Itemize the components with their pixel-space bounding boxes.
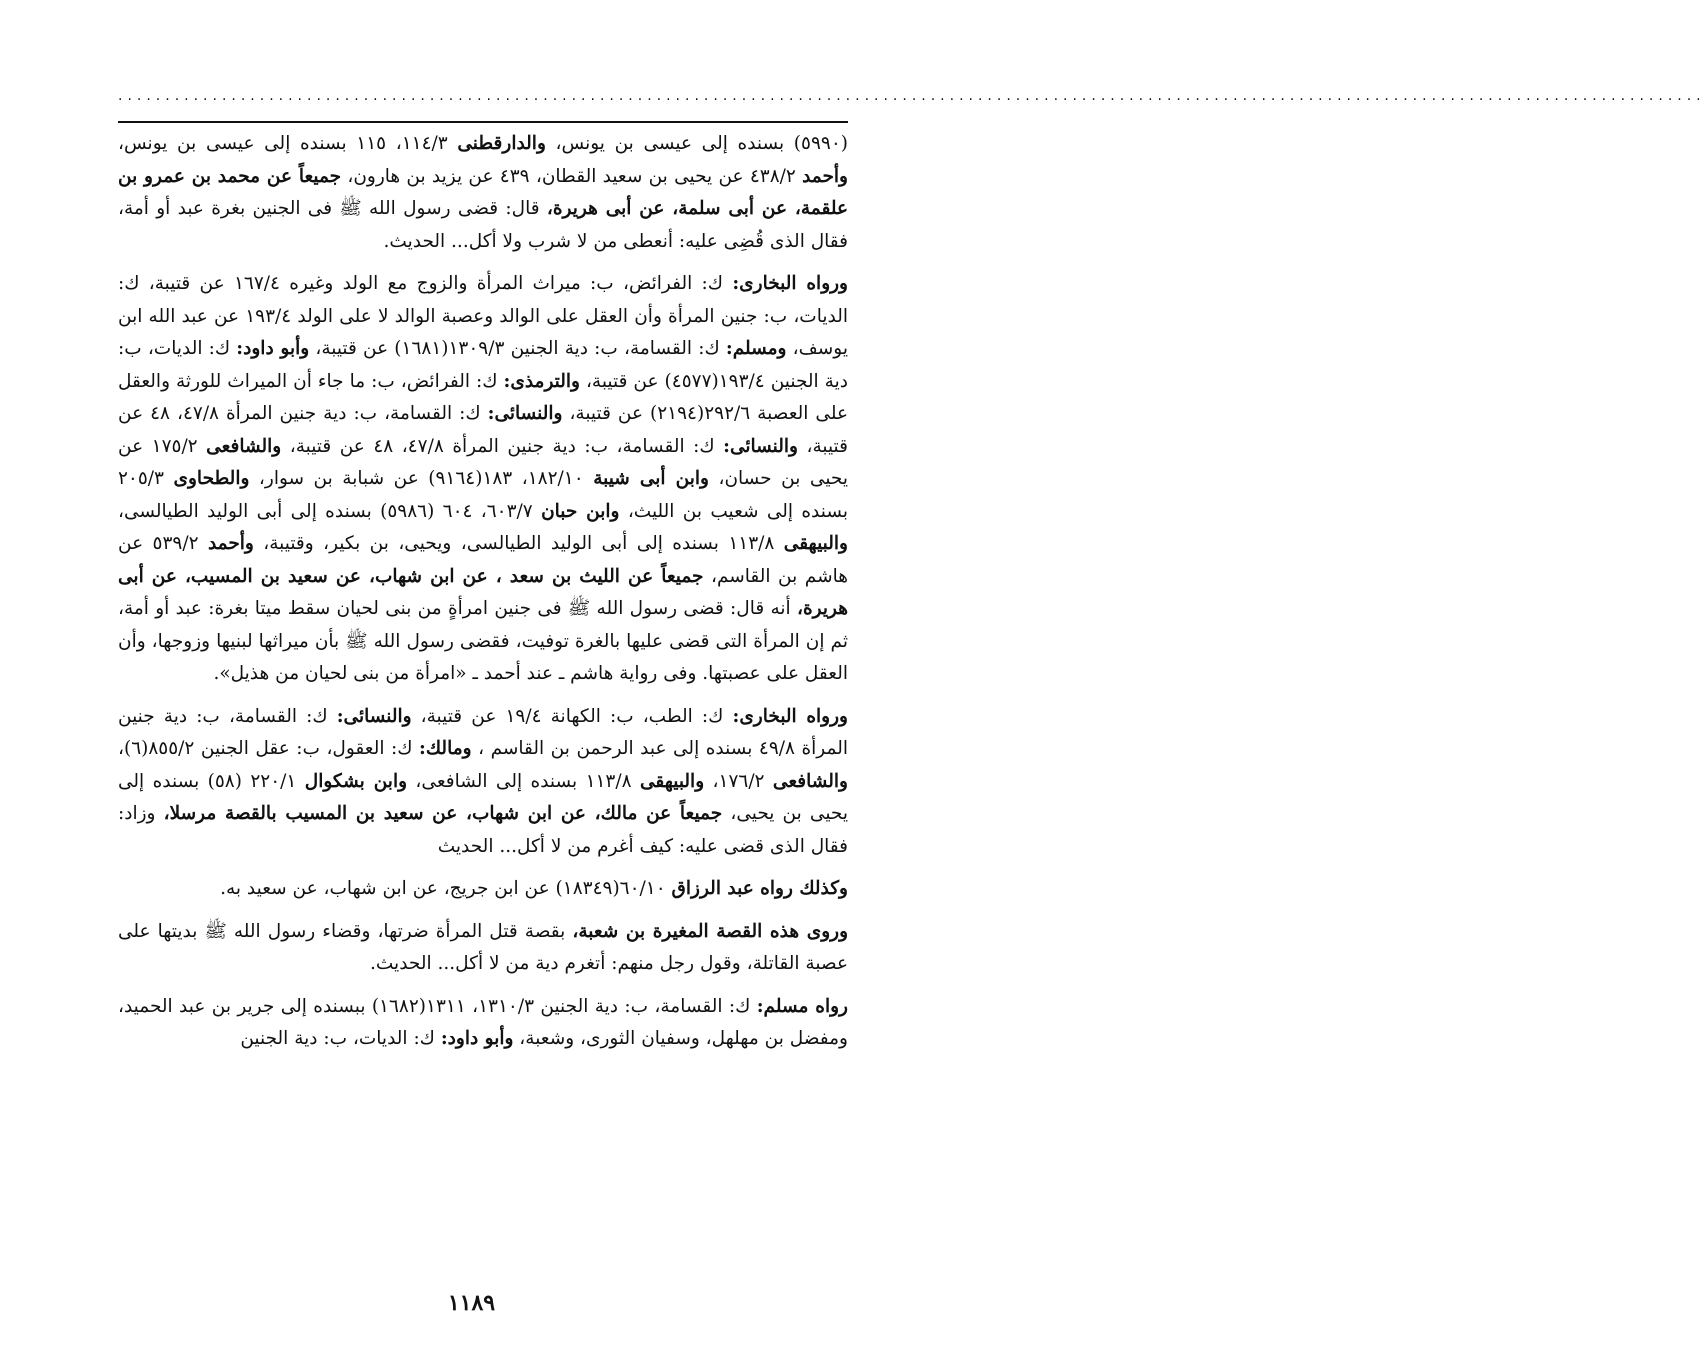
header-rule (118, 121, 848, 123)
bold-text-segment: والنسائى: (336, 705, 412, 727)
text-segment: أنه قال: قضى رسول الله ﷺ فى جنين امرأةٍ من بنى لحيان سقط ميتا بغرة: عبد أو أمة، ثم إن المرأة التى قضى عليها بالغرة توفيت، فقضى رسول الله ﷺ بأن ميراثها لبنيها وزوجها، وأن العقل على عصبتها. وفى رواية هاشم ـ عند أحمد ـ «امرأة من بنى لحيان من هذيل». (118, 598, 848, 684)
bold-text-segment: ومالك: (419, 738, 472, 759)
bold-text-segment: وأحمد (207, 533, 254, 554)
text-segment: ٤٣٨/٢ عن يحيى بن سعيد القطان، ٤٣٩ عن يزيد بن هارون، (341, 165, 803, 187)
text-segment: ك: الفرائض، ب: ما جاء أن الميراث للورثة والعقل على العصبة ٢٩٢/٦(٢١٩٤) عن قتيبة، (118, 370, 848, 424)
paragraph (118, 991, 848, 1056)
paragraph (118, 128, 848, 258)
text-segment: ك: القسامة، ب: دية جنين المرأة ٤٧/٨، ٤٨ عن قتيبة، (281, 435, 724, 457)
text-segment: ١١٣/٨ بسنده إلى أبى الوليد الطيالسى، ويحيى، بن بكير، وقتيبة، (253, 533, 784, 554)
text-segment: ٦٠/١٠(١٨٣٤٩) عن ابن جريج، عن ابن شهاب، عن سعيد به. (220, 878, 672, 899)
text-segment: ك: الديات، ب: دية الجنين (240, 1028, 441, 1049)
bold-text-segment: والطحاوى (173, 468, 250, 489)
text-segment: ك: الطب، ب: الكهانة ١٩/٤ عن قتيبة، (411, 705, 733, 727)
text-segment: ك: القسامة، ب: دية جنين المرأة ٤٧/٨، ٤٨ عن قتيبة، (118, 403, 848, 457)
bold-text-segment: وابن حبان (541, 500, 620, 522)
text-segment: ١٧٥/٢ عن يحيى بن حسان، (118, 435, 848, 489)
text-segment: ك: القسامة، ب: دية الجنين ١٣٠٩/٣(١٦٨١) عن قتيبة، (309, 338, 726, 359)
bold-text-segment: وأبو داود: (236, 338, 310, 359)
bold-text-segment: ومسلم: (725, 338, 787, 359)
text-segment: ك: القسامة، ب: دية الجنين ١٣١٠/٣، ١٣١١(١٦٨٢) ببسنده إلى جرير بن عبد الحميد، ومفضل بن مهلهل، وسفيان الثورى، وشعبة، (118, 995, 848, 1049)
text-segment: ك: الفرائض، ب: ميراث المرأة والزوج مع الولد وغيره ١٦٧/٤ عن قتيبة، ك: الديات، ب: جنين المرأة وأن العقل على الوالد وعصبة الوالد لا على الولد ١٩٣/٤ عن عبد الله ابن يوسف، (118, 273, 848, 359)
bold-text-segment: وكذلك رواه عبد الرزاق (671, 878, 848, 899)
bold-text-segment: والشافعى (772, 770, 848, 792)
bold-text-segment: ورواه البخارى: (732, 273, 848, 294)
paragraph (118, 701, 848, 864)
paragraph (118, 873, 848, 906)
header-dotted-line: ........................................................................................................................................................................ (118, 88, 1706, 104)
text-segment: ٢٢٠/١ (٥٨) بسنده إلى يحيى بن يحيى، (118, 770, 849, 824)
text-segment: (٥٩٩٠) بسنده إلى عيسى بن يونس، (545, 133, 848, 154)
page-number: ١١٨٩ (447, 1290, 496, 1316)
paragraph (118, 268, 848, 691)
text-segment: ١١٤/٣، ١١٥ بسنده إلى عيسى بن يونس، (118, 133, 458, 154)
text-segment: ك: القسامة، ب: دية جنين المرأة ٤٩/٨ بسنده إلى عبد الرحمن بن القاسم ، (118, 705, 848, 759)
bold-text-segment: والنسائى: (723, 435, 798, 457)
bold-text-segment: والبيهقى (783, 533, 848, 554)
text-segment: ٢٠٥/٣ بسنده إلى شعيب بن الليث، (118, 468, 848, 522)
bold-text-segment: وابن أبى شيبة (593, 468, 709, 489)
bold-text-segment: ورواه البخارى: (732, 705, 848, 727)
text-segment: ١٨٢/١٠، ١٨٣(٩١٦٤) عن شبابة بن سوار، (249, 468, 594, 489)
bold-text-segment: وابن بشكوال (304, 770, 408, 792)
text-segment: ك: العقول، ب: عقل الجنين ٨٥٥/٢(٦)، (118, 738, 420, 759)
bold-text-segment: وأحمد (802, 165, 848, 187)
text-segment: بقصة قتل المرأة ضرتها، وقضاء رسول الله ﷺ بديتها على عصبة القاتلة، وقول رجل منهم: أتغرم دية من لا أكل... الحديث. (118, 920, 848, 974)
bold-text-segment: وأبو داود: (440, 1028, 514, 1049)
bold-text-segment: والبيهقى (639, 770, 705, 792)
text-segment: ٦٠٣/٧، ٦٠٤ (٥٩٨٦) بسنده إلى أبى الوليد الطيالسى، (118, 500, 542, 522)
text-segment: ك: الديات، ب: دية الجنين ١٩٣/٤(٤٥٧٧) عن قتيبة، (118, 338, 848, 392)
bold-text-segment: جميعاً عن مالك، عن ابن شهاب، عن سعيد بن المسيب بالقصة مرسلا، (163, 803, 723, 824)
bold-text-segment: والدارقطنى (457, 133, 546, 154)
bold-text-segment: جميعاً عن الليث بن سعد ، عن ابن شهاب، عن سعيد بن المسيب، عن أبى هريرة، (118, 565, 848, 619)
text-segment: وزاد: فقال الذى قضى عليه: كيف أغرم من لا أكل... الحديث (118, 803, 848, 857)
body-text (118, 128, 848, 1066)
text-segment: ١١٣/٨ بسنده إلى الشافعى، (407, 770, 640, 792)
text-segment: ٥٣٩/٢ عن هاشم بن القاسم، (118, 533, 849, 587)
bold-text-segment: والشافعى (206, 435, 282, 457)
text-segment: قال: قضى رسول الله ﷺ فى الجنين بغرة عبد أو أمة، فقال الذى قُضِى عليه: أنعطى من لا شرب ولا أكل... الحديث. (118, 198, 848, 252)
paragraph (118, 916, 848, 981)
bold-text-segment: رواه مسلم: (756, 995, 848, 1017)
bold-text-segment: والنسائى: (487, 403, 563, 424)
bold-text-segment: والترمذى: (503, 370, 580, 392)
text-segment: ١٧٦/٢، (704, 770, 773, 792)
bold-text-segment: جميعاً عن محمد بن عمرو بن علقمة، عن أبى سلمة، عن أبى هريرة، (118, 165, 848, 219)
bold-text-segment: وروى هذه القصة المغيرة بن شعبة، (572, 920, 848, 942)
